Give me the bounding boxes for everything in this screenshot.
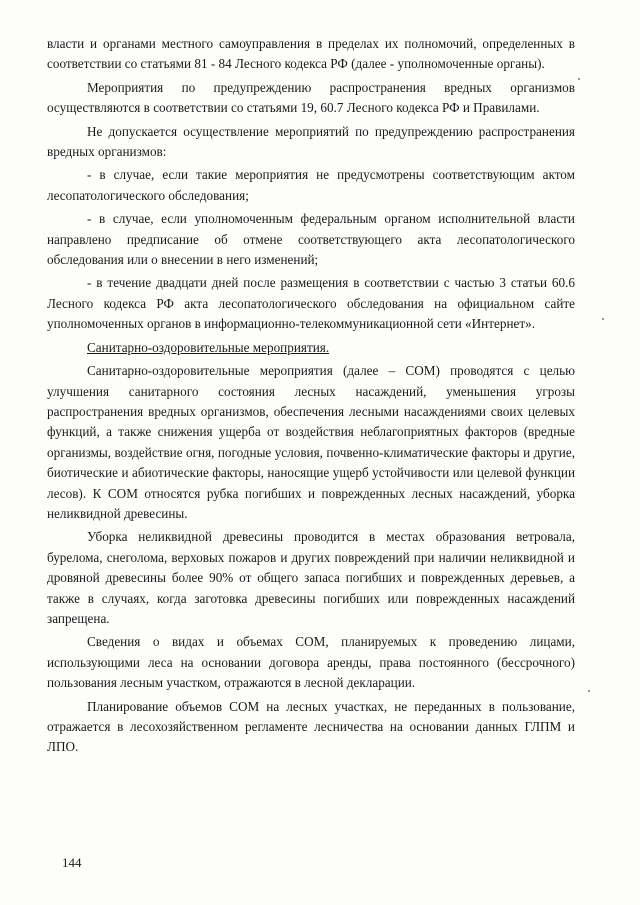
paragraph-prevention-measures: Мероприятия по предупреждению распространения вредных организмов осуществляются в соответствии со статьями 19, 60.7 Лесного кодекса РФ и Правилами. xyxy=(47,79,575,116)
page-number: 144 xyxy=(62,855,82,870)
paragraph-som-definition: Санитарно-оздоровительные мероприятия (далее – СОМ) проводятся с целью улучшения санитарного состояния лесных насаждений, уменьшения угрозы распространения вредных организмов, обеспечения лесными насаждениями своих целевых функций, а также снижения ущерба от воздействия неблагоприятных факторов (вредные организмы, воздействие огня, погодные условия, почвенно-климатические факторы и другие, биотические и абиотические факторы, наносящие ущерб устойчивости или целевой функции лесов). К СОМ относятся рубка погибших и поврежденных лесных насаждений, уборка неликвидной древесины. xyxy=(47,363,575,521)
document-body xyxy=(47,34,575,758)
paragraph-authorities-continuation: власти и органами местного самоуправления в пределах их полномочий, определенных в соответствии со статьями 81 - 84 Лесного кодекса РФ (далее - уполномоченные органы). xyxy=(47,36,575,72)
list-item-order-to-cancel: - в случае, если уполномоченным федеральным органом исполнительной власти направлено предписание об отмене соответствующего акта лесопатологического обследования или о внесении в него изменений; xyxy=(47,211,575,268)
paragraph-not-allowed-intro: Не допускается осуществление мероприятий по предупреждению распространения вредных организмов: xyxy=(47,123,575,160)
paragraph-som-planning: Планирование объемов СОМ на лесных участках, не переданных в пользование, отражается в лесохозяйственном регламенте лесничества на основании данных ГЛПМ и ЛПО. xyxy=(47,698,575,755)
scan-speck xyxy=(578,78,580,80)
paragraph-som-in-declaration: Сведения о видах и объемах СОМ, планируемых к проведению лицами, использующими леса на основании договора аренды, права постоянного (бессрочного) пользования лесным участком, отражаются в лесной декларации. xyxy=(47,634,575,691)
scan-speck xyxy=(588,690,590,692)
scan-speck xyxy=(602,318,604,320)
paragraph-cleanup-of-wood: Уборка неликвидной древесины проводится в местах образования ветровала, бурелома, снеголома, верховых пожаров и других повреждений при наличии неликвидной и дровяной древесины более 90% от общего запаса погибших и поврежденных деревьев, а также в случаях, когда заготовка древесины погибших или поврежденных насаждений запрещена. xyxy=(47,529,575,626)
section-heading-sanitary-measures: Санитарно-оздоровительные мероприятия. xyxy=(87,339,330,355)
list-item-not-in-act: - в случае, если такие мероприятия не предусмотрены соответствующим актом лесопатологического обследования; xyxy=(47,167,575,203)
list-item-twenty-days: - в течение двадцати дней после размещения в соответствии с частью 3 статьи 60.6 Лесного кодекса РФ акта лесопатологического обследования на официальном сайте уполномоченных органов в информационно-телекоммуникационной сети «Интернет». xyxy=(47,275,575,332)
